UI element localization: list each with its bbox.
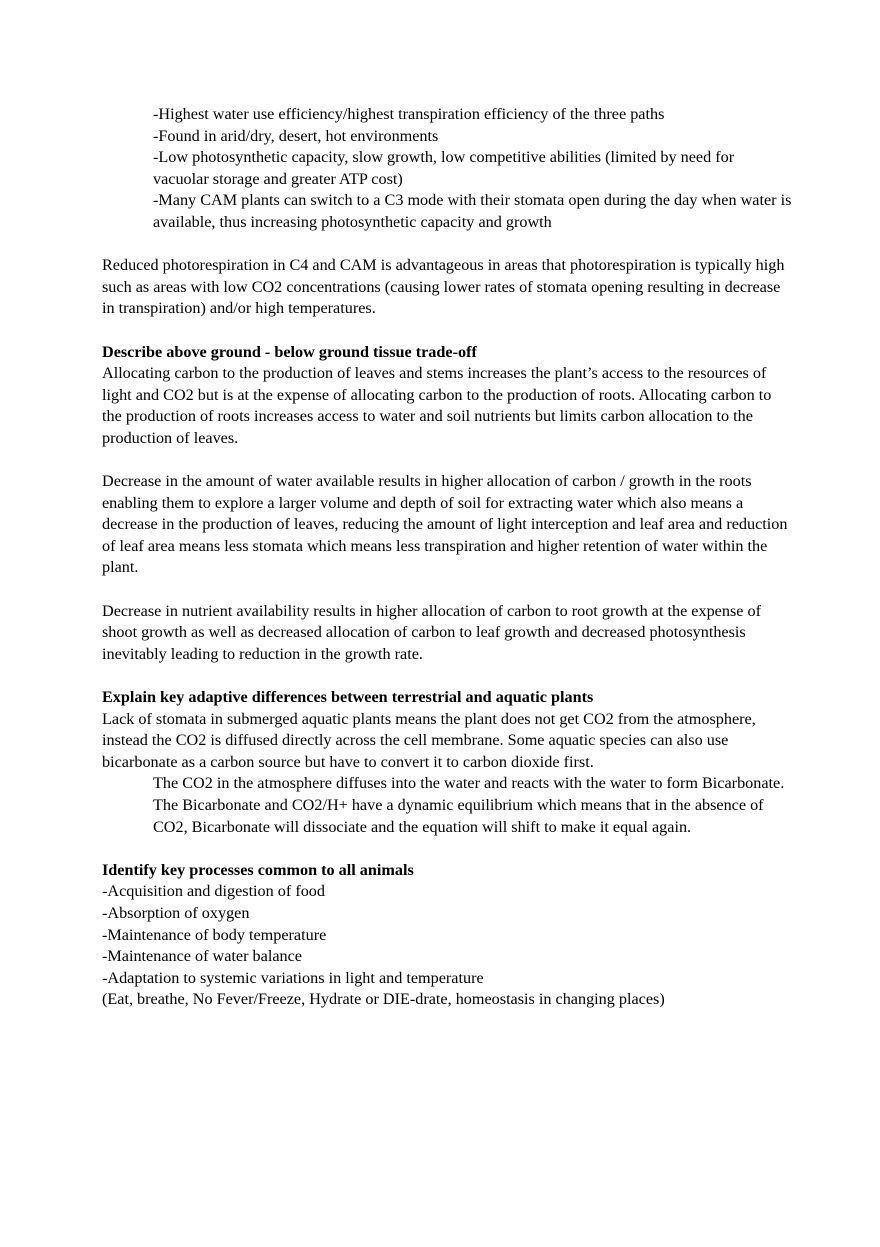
paragraph-gap: [102, 234, 792, 256]
animals-list-item: -Absorption of oxygen: [102, 903, 250, 922]
cam-list-item: -Found in arid/dry, desert, hot environments: [153, 126, 439, 145]
animals-list-item: -Maintenance of water balance: [102, 947, 302, 966]
cam-list-item: -Highest water use efficiency/highest transpiration efficiency of the three paths: [153, 105, 665, 123]
paragraph-gap: [102, 450, 792, 472]
aquatic-heading: Explain key adaptive differences between terrestrial and aquatic plants: [102, 688, 594, 707]
tradeoff-paragraph: Decrease in nutrient availability results in higher allocation of carbon to root growth at the expense of shoot growth as well as decreased allocation of carbon to leaf growth and decreased photosynthesis inevitably leading to reduction in the growth rate.: [102, 601, 761, 663]
paragraph-gap: [102, 320, 792, 342]
animals-list-item: -Maintenance of body temperature: [102, 925, 327, 944]
photorespiration-paragraph: Reduced photorespiration in C4 and CAM is advantageous in areas that photorespiration is typically high such as areas with low CO2 concentrations (causing lower rates of stomata opening resulting in decrease in transpiration) and/or high temperatures.: [102, 256, 785, 318]
tradeoff-heading: Describe above ground - below ground tissue trade-off: [102, 342, 477, 361]
animals-list: [102, 881, 792, 989]
tradeoff-paragraph: Allocating carbon to the production of leaves and stems increases the plant’s access to the resources of light and CO2 but is at the expense of allocating carbon to the production of roots. Allocating carbon to the production of roots increases access to water and soil nutrients but limits carbon allocation to the production of leaves.: [102, 364, 772, 447]
paragraph-gap: [102, 579, 792, 601]
animals-list-item: -Adaptation to systemic variations in light and temperature: [102, 968, 484, 987]
tradeoff-paragraph: Decrease in the amount of water available results in higher allocation of carbon / growth in the roots enabling them to explore a larger volume and depth of soil for extracting water which also means a decrease in the production of leaves, reducing the amount of light interception and leaf area and reduction of leaf area means less stomata which means less transpiration and higher retention of water within the plant.: [102, 472, 788, 577]
page-content: [102, 104, 792, 1011]
aquatic-paragraph: Lack of stomata in submerged aquatic plants means the plant does not get CO2 from the atmosphere, instead the CO2 is diffused directly across the cell membrane. Some aquatic species can also use bicarbonate as a carbon source but have to convert it to carbon dioxide first.: [102, 709, 756, 771]
animals-heading: Identify key processes common to all animals: [102, 860, 414, 879]
animals-list-item: -Acquisition and digestion of food: [102, 882, 325, 901]
cam-list: [102, 104, 792, 234]
paragraph-gap: [102, 665, 792, 687]
aquatic-indented-paragraph: The CO2 in the atmosphere diffuses into the water and reacts with the water to form Bicarbonate. The Bicarbonate and CO2/H+ have a dynamic equilibrium which means that in the absence of CO2, Bicarbonate will dissociate and the equation will shift to make it equal again.: [153, 774, 785, 836]
cam-list-item: -Low photosynthetic capacity, slow growth, low competitive abilities (limited by need for vacuolar storage and greater ATP cost): [153, 148, 735, 188]
cam-list-item: -Many CAM plants can switch to a C3 mode with their stomata open during the day when water is available, thus increasing photosynthetic capacity and growth: [153, 191, 792, 231]
paragraph-gap: [102, 838, 792, 860]
animals-mnemonic: (Eat, breathe, No Fever/Freeze, Hydrate or DIE-drate, homeostasis in changing places): [102, 990, 665, 1009]
